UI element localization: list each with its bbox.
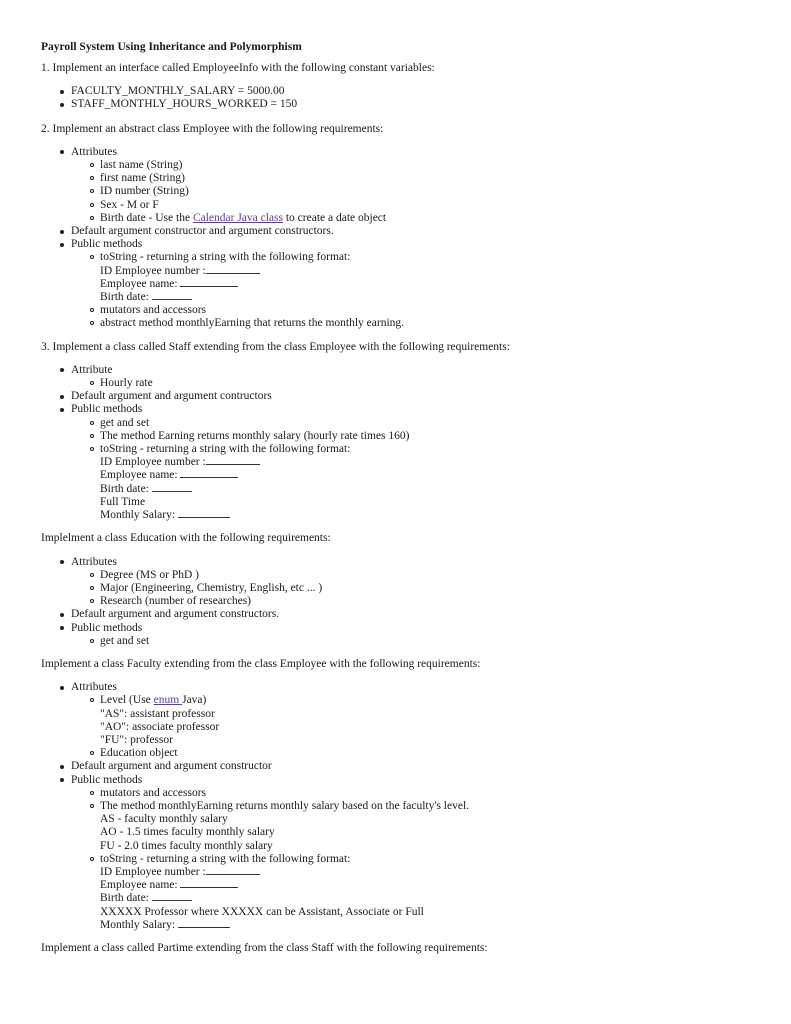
list-item (41, 556, 761, 609)
list-item: Major (Engineering, Chemistry, English, etc ... ) (71, 582, 761, 595)
level-before: Level (Use (100, 694, 154, 707)
enum-link[interactable]: enum (153, 694, 183, 707)
section3-intro: 3. Implement a class called Staff extending from the class Employee with the following requirements: (41, 340, 510, 353)
public-methods-label: Public methods (71, 403, 143, 416)
id-line-text: ID Employee number : (100, 456, 206, 469)
calendar-class-link[interactable]: Calendar Java class (192, 211, 283, 224)
attributes-label: Attributes (71, 681, 117, 694)
list-item: first name (String) (71, 172, 761, 185)
list-item: mutators and accessors (71, 304, 761, 317)
list-item: Research (number of researches) (71, 595, 761, 608)
attributes-sublist (71, 694, 761, 760)
list-item (71, 251, 761, 304)
birth-after: to create a date object (282, 211, 387, 224)
salary-line-text: Monthly Salary: (100, 918, 176, 931)
list-item: get and set (71, 635, 761, 648)
attribute-sublist (71, 377, 761, 390)
list-item (71, 443, 761, 522)
birth-line-text: Birth date: (100, 482, 149, 495)
section6-intro: Implement a class called Partime extending from the class Staff with the following requirements: (41, 941, 488, 954)
list-item: STAFF_MONTHLY_HOURS_WORKED = 150 (41, 98, 761, 111)
list-item (41, 364, 761, 390)
blank (180, 469, 238, 478)
section2-list (41, 146, 761, 331)
format-line (100, 291, 761, 304)
format-line (100, 469, 761, 482)
list-item: ID number (String) (71, 185, 761, 198)
blank (206, 265, 260, 274)
birth-line-text: Birth date: (100, 892, 149, 905)
level-as: "AS": assistant professor (100, 707, 215, 720)
list-item: Education object (71, 747, 761, 760)
attribute-label: Attribute (71, 363, 113, 376)
fu-salary: FU - 2.0 times faculty monthly salary (100, 839, 273, 852)
tostring-label: toString - returning a string with the following format: (100, 852, 351, 865)
id-line-text: ID Employee number : (100, 264, 206, 277)
methods-sublist (71, 251, 761, 330)
blank (180, 879, 238, 888)
fulltime-line: Full Time (100, 495, 146, 508)
document (41, 40, 761, 955)
section1-list (41, 85, 761, 111)
format-line (100, 919, 761, 932)
list-item: The method Earning returns monthly salary (hourly rate times 160) (71, 430, 761, 443)
blank (178, 509, 230, 518)
attributes-label: Attributes (71, 555, 117, 568)
format-line (100, 456, 761, 469)
blank (178, 919, 230, 928)
tostring-label: toString - returning a string with the following format: (100, 251, 351, 264)
level-line (100, 694, 761, 707)
level-ao: "AO": associate professor (100, 720, 220, 733)
public-methods-label: Public methods (71, 773, 143, 786)
blank (180, 278, 238, 287)
birth-line-text: Birth date: (100, 291, 149, 304)
level-fu: "FU": professor (100, 733, 173, 746)
tostring-label: toString - returning a string with the following format: (100, 443, 351, 456)
list-item (71, 853, 761, 932)
ao-salary: AO - 1.5 times faculty monthly salary (100, 826, 275, 839)
public-methods-label: Public methods (71, 238, 143, 251)
list-item: get and set (71, 417, 761, 430)
methods-sublist (71, 417, 761, 523)
name-line-text: Employee name: (100, 879, 178, 892)
as-salary: AS - faculty monthly salary (100, 813, 228, 826)
list-item: Default argument and argument constructors. (41, 608, 761, 621)
xxxxx-line: XXXXX Professor where XXXXX can be Assistant, Associate or Full (100, 905, 424, 918)
section3-list (41, 364, 761, 522)
section4-list (41, 556, 761, 648)
section5-intro: Implement a class Faculty extending from the class Employee with the following requirements: (41, 657, 481, 670)
list-item (41, 774, 761, 932)
format-line (100, 879, 761, 892)
list-item (41, 622, 761, 648)
blank (152, 892, 192, 901)
format-line (100, 509, 761, 522)
format-line (100, 866, 761, 879)
list-item: mutators and accessors (71, 787, 761, 800)
list-item: Sex - M or F (71, 199, 761, 212)
list-item (71, 694, 761, 747)
public-methods-label: Public methods (71, 621, 143, 634)
list-item (41, 403, 761, 522)
list-item: last name (String) (71, 159, 761, 172)
format-line (100, 483, 761, 496)
format-line (100, 892, 761, 905)
blank (152, 291, 192, 300)
list-item (71, 800, 761, 853)
blank (206, 456, 260, 465)
list-item: FACULTY_MONTHLY_SALARY = 5000.00 (41, 85, 761, 98)
name-line-text: Employee name: (100, 469, 178, 482)
blank (152, 483, 192, 492)
format-line (100, 278, 761, 291)
list-item: Default argument constructor and argument constructors. (41, 225, 761, 238)
list-item: Default argument and argument contructors (41, 390, 761, 403)
list-item (41, 681, 761, 760)
attributes-label: Attributes (71, 145, 117, 158)
monthly-earning-text: The method monthlyEarning returns monthly salary based on the faculty's level. (100, 799, 470, 812)
section4-intro: Implelment a class Education with the following requirements: (41, 532, 331, 545)
attributes-sublist (71, 159, 761, 225)
list-item: Hourly rate (71, 377, 761, 390)
blank (206, 866, 260, 875)
id-line-text: ID Employee number : (100, 865, 206, 878)
list-item: Default argument and argument constructor (41, 760, 761, 773)
section1-intro: 1. Implement an interface called EmployeeInfo with the following constant variables: (41, 62, 435, 74)
list-item (41, 238, 761, 330)
methods-sublist (71, 635, 761, 648)
section5-list (41, 681, 761, 932)
name-line-text: Employee name: (100, 277, 178, 290)
list-item (71, 212, 761, 225)
methods-sublist (71, 787, 761, 932)
salary-line-text: Monthly Salary: (100, 509, 176, 522)
birth-before: Birth date - Use the (100, 211, 193, 224)
doc-title: Payroll System Using Inheritance and Polymorphism (41, 41, 302, 53)
level-after: Java) (182, 694, 207, 707)
list-item (41, 146, 761, 225)
list-item: abstract method monthlyEarning that returns the monthly earning. (71, 317, 761, 330)
attributes-sublist (71, 569, 761, 609)
section2-intro: 2. Implement an abstract class Employee with the following requirements: (41, 122, 384, 135)
list-item: Degree (MS or PhD ) (71, 569, 761, 582)
format-line (100, 265, 761, 278)
